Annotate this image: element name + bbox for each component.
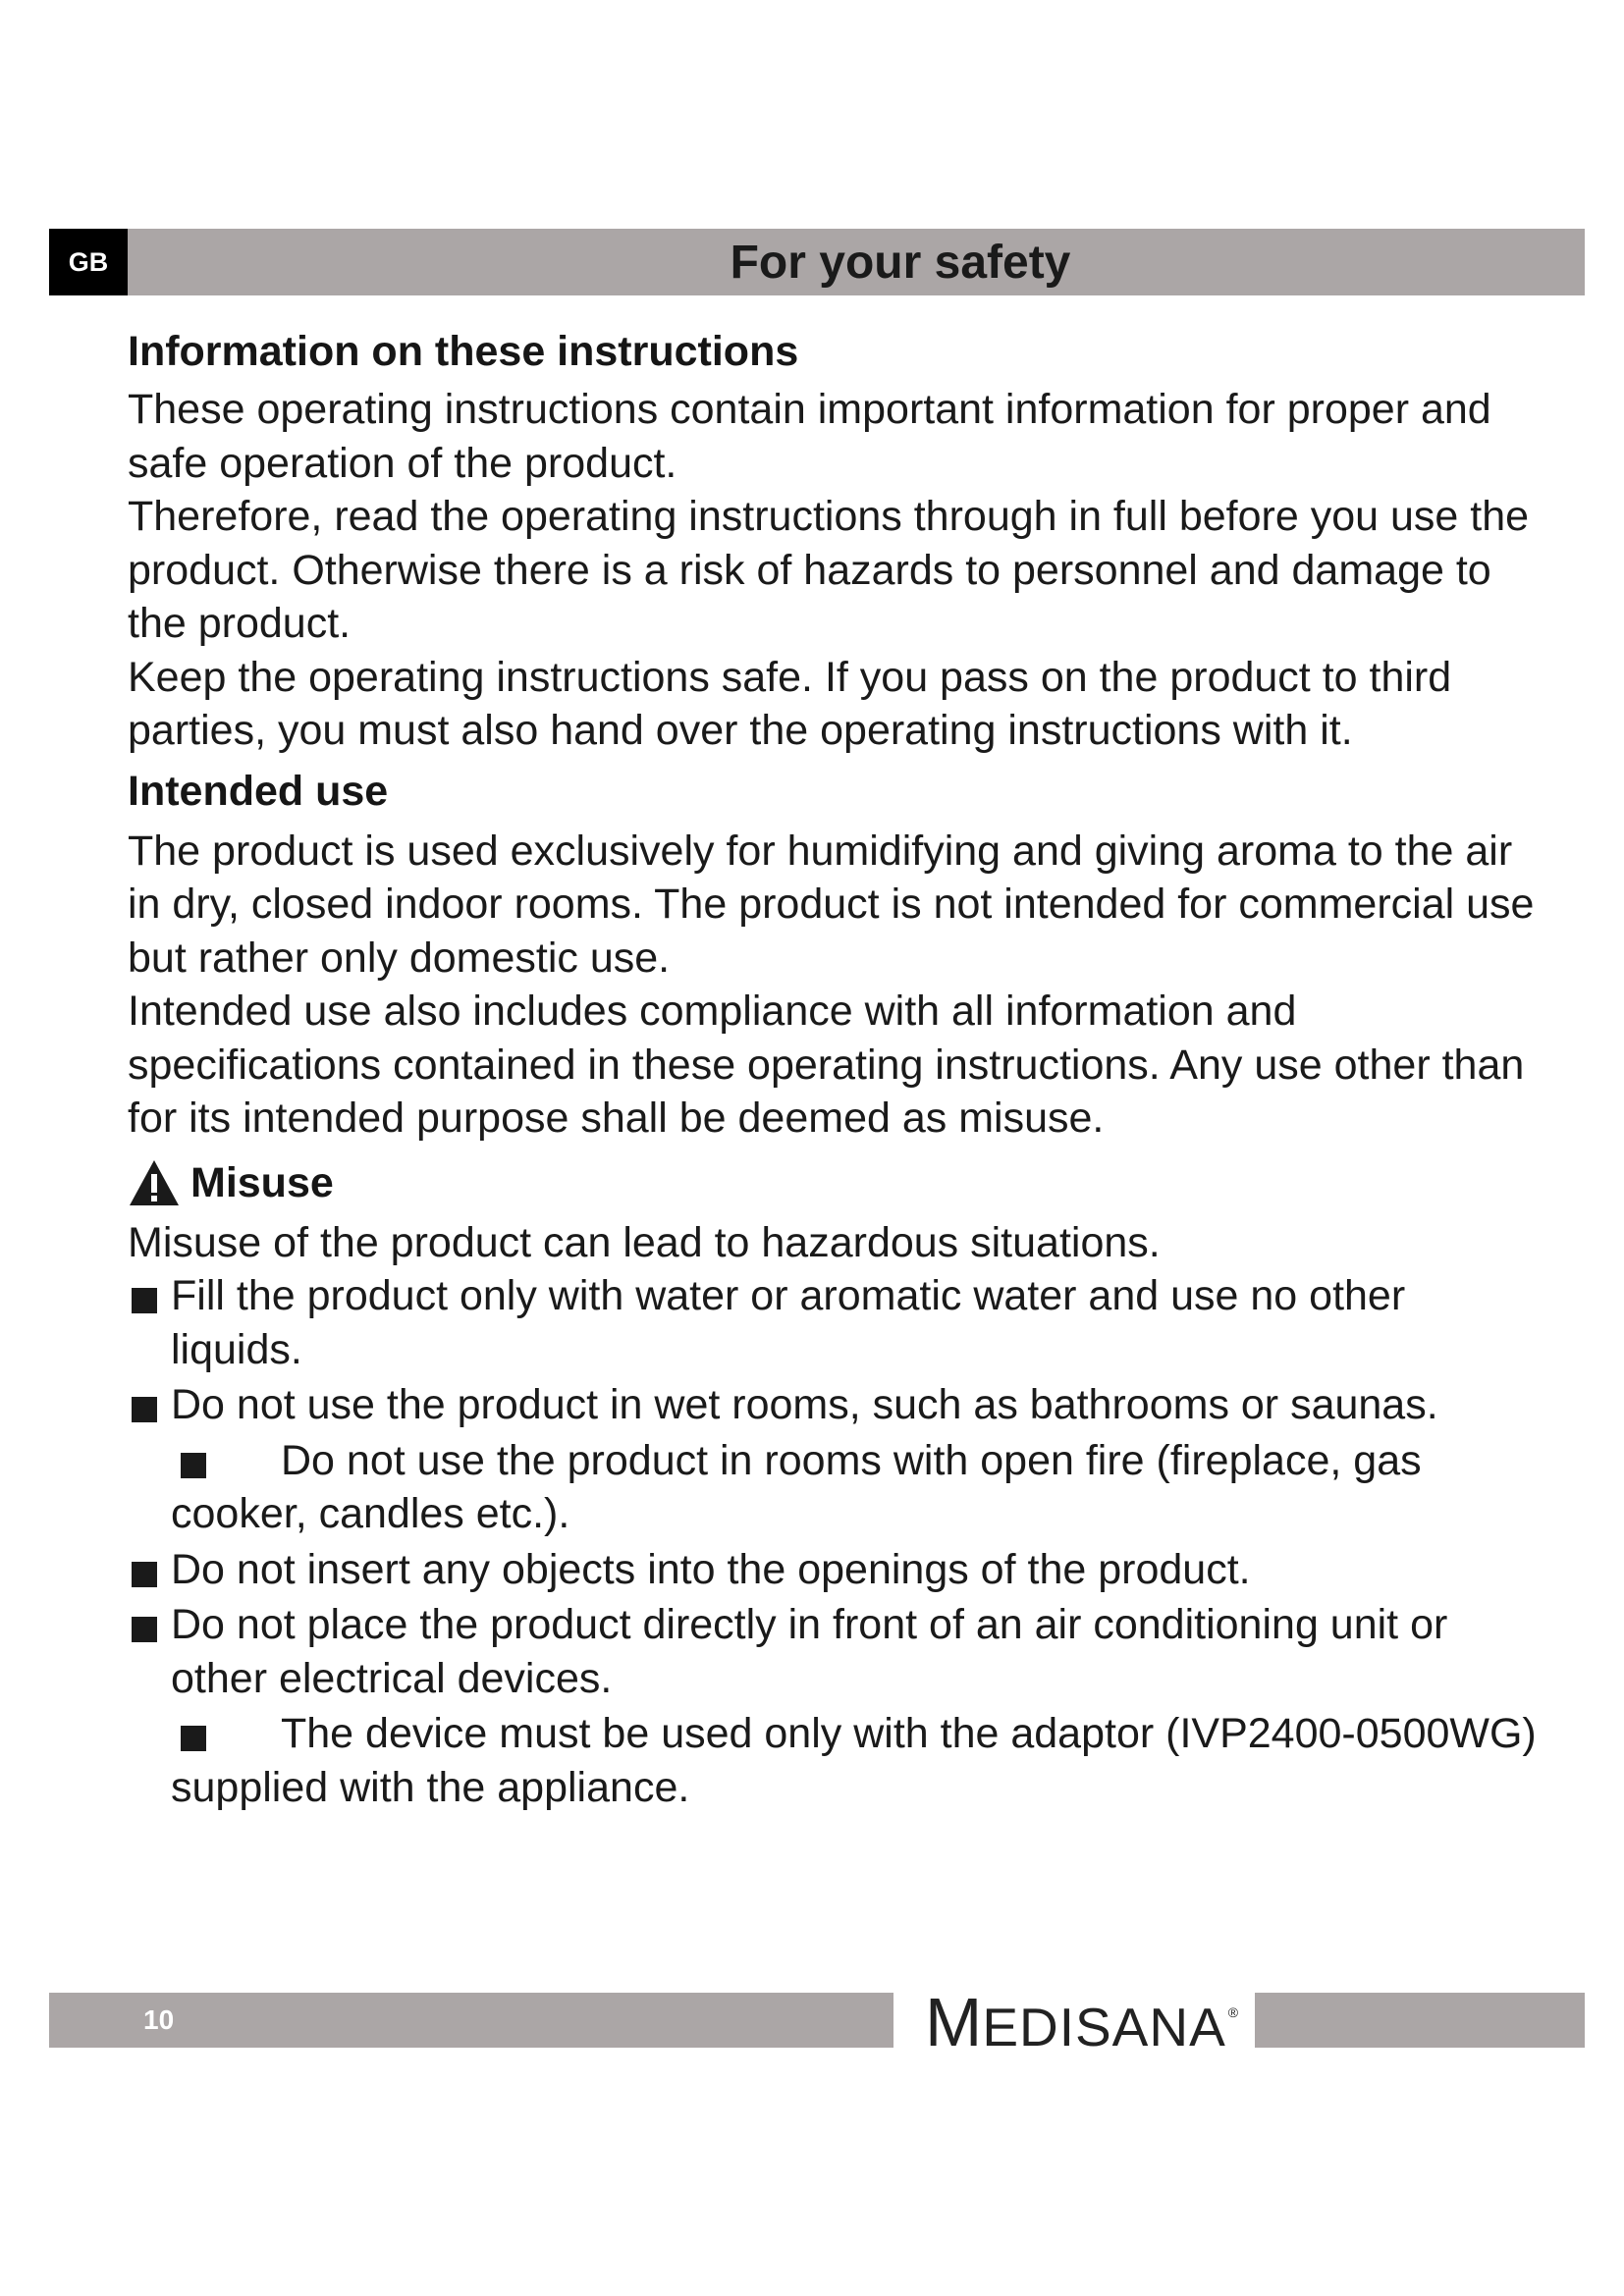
language-tag: GB	[49, 229, 128, 295]
footer-bar-right	[1255, 1993, 1585, 2048]
bullet-square-icon	[181, 1726, 206, 1751]
brand-name-rest: EDISANA	[982, 1997, 1226, 2057]
page-footer	[49, 1984, 1585, 2060]
info-paragraph-1: These operating instructions contain important information for proper and safe operation of the product.	[128, 386, 1491, 487]
header-title-container	[128, 229, 1585, 295]
intended-use-heading: Intended use	[128, 767, 389, 815]
info-paragraph-3: Keep the operating instructions safe. If you pass on the product to third parties, you must also hand over the operating instructions with it.	[128, 653, 1452, 754]
page-number: 10	[143, 2004, 175, 2035]
registered-mark: ®	[1227, 2004, 1239, 2020]
page-title: For your safety	[730, 236, 1071, 289]
info-paragraph-2: Therefore, read the operating instructions through in full before you use the product. Otherwise there is a risk of hazards to personnel and damage to the product.	[128, 493, 1530, 647]
list-item: Do not place the product directly in front of an air conditioning unit or other electrical devices.	[128, 1598, 1542, 1705]
footer-bar-left	[49, 1993, 893, 2048]
list-item: Fill the product only with water or aromatic water and use no other liquids.	[128, 1269, 1542, 1376]
list-item: Do not use the product in rooms with open fire (fireplace, gas cooker, candles etc.).	[171, 1436, 1422, 1537]
list-item: The device must be used only with the adaptor (IVP2400-0500WG) supplied with the appliance.	[171, 1710, 1537, 1811]
misuse-heading: Misuse	[190, 1158, 334, 1206]
brand-logo	[925, 1983, 1239, 2060]
bullet-square-icon	[132, 1397, 157, 1422]
intended-use-paragraph-2: Intended use also includes compliance with all information and specifications contained in these operating instructions. Any use other than for its intended purpose shall be deemed as misuse.	[128, 988, 1525, 1142]
misuse-bullet-list	[128, 1269, 1542, 1814]
list-item: Do not use the product in wet rooms, such as bathrooms or saunas.	[128, 1378, 1542, 1432]
bullet-square-icon	[132, 1288, 157, 1313]
bullet-square-icon	[181, 1453, 206, 1478]
intended-use-paragraph-1: The product is used exclusively for humidifying and giving aroma to the air in dry, closed indoor rooms. The product is not intended for commercial use but rather only domestic use.	[128, 827, 1535, 982]
misuse-heading-row	[128, 1155, 1542, 1210]
main-content	[128, 324, 1542, 1816]
info-heading: Information on these instructions	[128, 328, 799, 375]
section-header-bar	[49, 229, 1585, 295]
misuse-intro: Misuse of the product can lead to hazardous situations.	[128, 1218, 1161, 1266]
brand-initial: M	[925, 1984, 983, 2060]
bullet-square-icon	[132, 1617, 157, 1642]
warning-triangle-icon	[128, 1158, 181, 1207]
list-item: Do not insert any objects into the openings of the product.	[128, 1543, 1542, 1597]
bullet-square-icon	[132, 1562, 157, 1587]
